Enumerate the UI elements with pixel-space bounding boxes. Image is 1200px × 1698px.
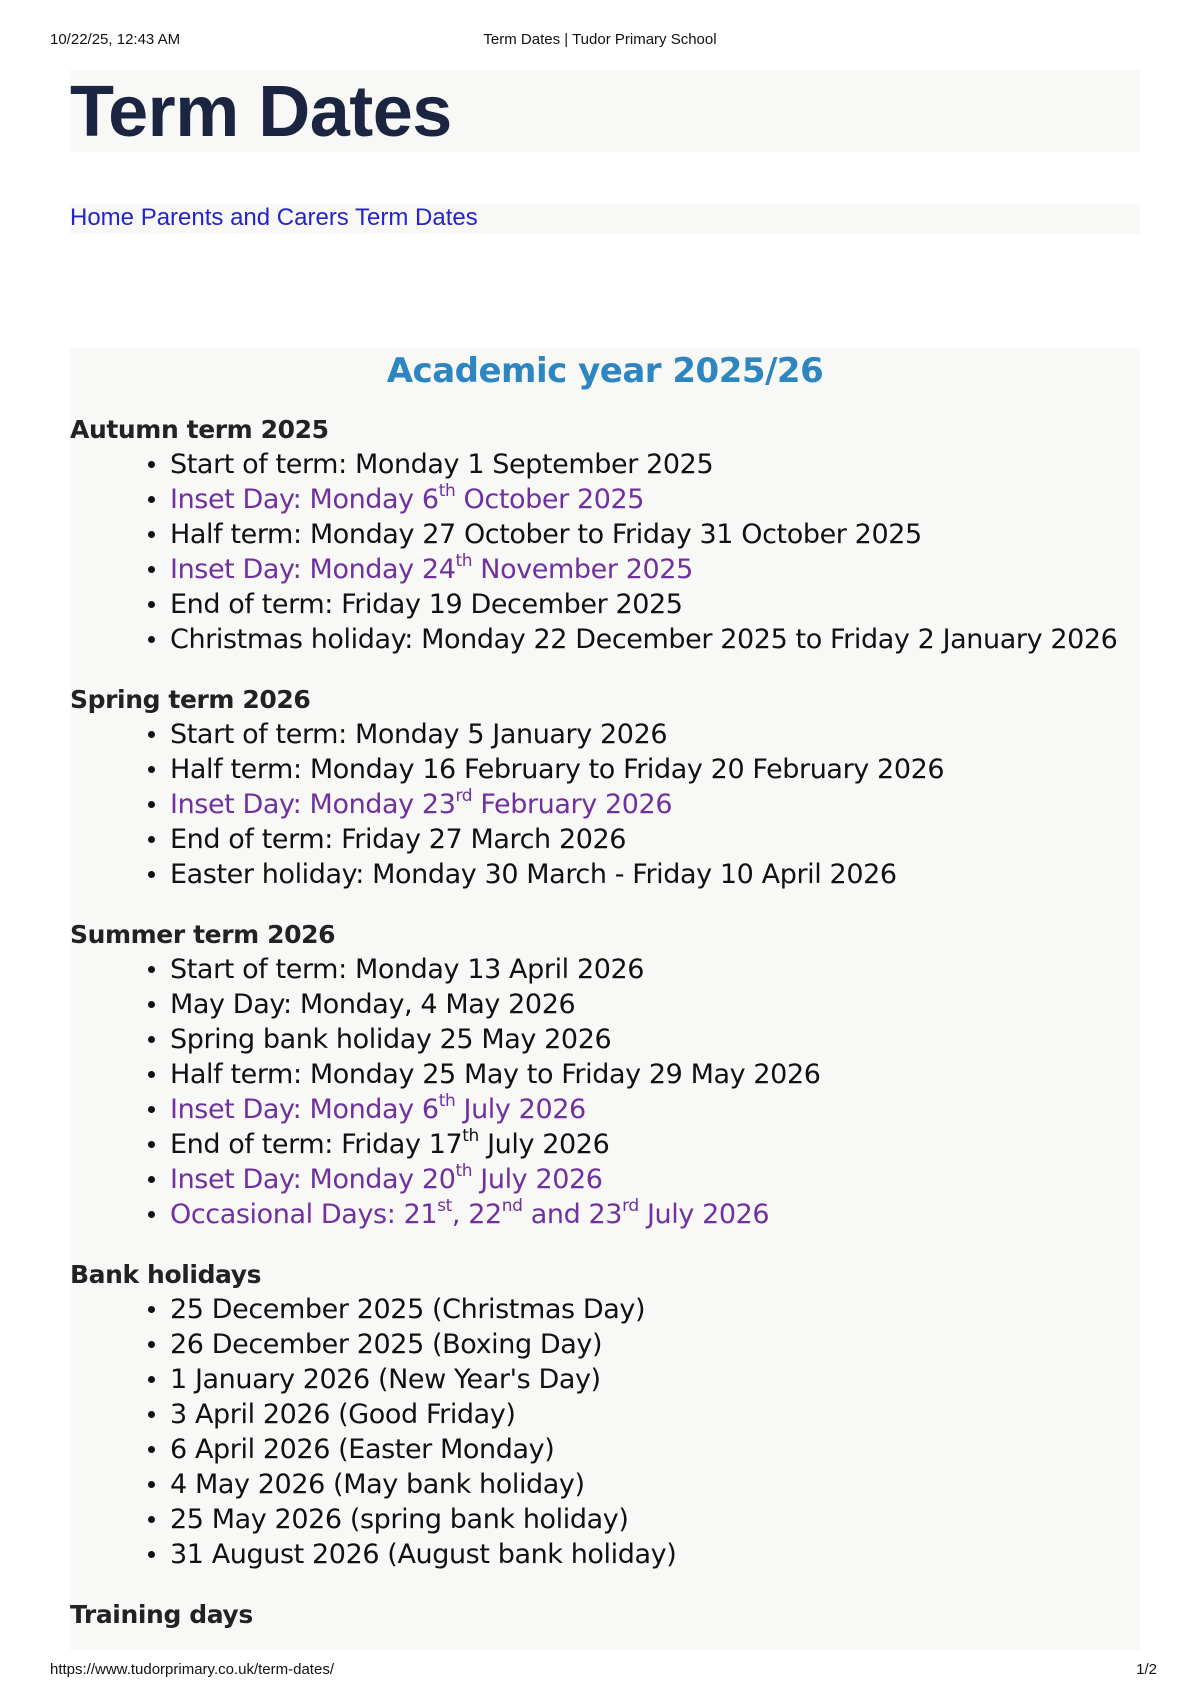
print-page-number: 1/2: [1136, 1661, 1157, 1678]
date-item: Start of term: Monday 13 April 2026: [170, 952, 1140, 987]
date-item: Start of term: Monday 1 September 2025: [170, 447, 1140, 482]
ordinal-suffix: st: [437, 1196, 452, 1216]
inset-day-item: [170, 1162, 1140, 1197]
page-title: Term Dates: [70, 72, 452, 152]
date-text: , 22: [451, 1199, 502, 1230]
date-list: [70, 1292, 1140, 1572]
term-dates-content: [70, 348, 1140, 1657]
date-text: October 2025: [455, 484, 645, 515]
print-datetime: 10/22/25, 12:43 AM: [50, 31, 181, 48]
date-item: 6 April 2026 (Easter Monday): [170, 1432, 1140, 1467]
date-text: End of term: Friday 17: [170, 1129, 463, 1160]
print-url: https://www.tudorprimary.co.uk/term-dates/: [50, 1661, 334, 1678]
term-sections: [70, 412, 1140, 1632]
inset-day-item: [170, 787, 1140, 822]
ordinal-suffix: th: [462, 1126, 479, 1146]
section-heading: Autumn term 2025: [70, 415, 329, 444]
inset-day-item: [170, 482, 1140, 517]
date-text: July 2026: [455, 1094, 586, 1125]
print-page-title: Term Dates | Tudor Primary School: [483, 31, 717, 48]
term-section: [70, 412, 1140, 657]
term-section: [70, 682, 1140, 892]
section-heading: Bank holidays: [70, 1260, 262, 1289]
breadcrumb-parents-link[interactable]: Parents and Carers: [140, 204, 349, 231]
date-list: [70, 952, 1140, 1232]
date-text: Occasional Days: 21: [170, 1199, 438, 1230]
date-item: Easter holiday: Monday 30 March - Friday 10 April 2026: [170, 857, 1140, 892]
date-item: 31 August 2026 (August bank holiday): [170, 1537, 1140, 1572]
date-text: February 2026: [472, 789, 673, 820]
date-item: Christmas holiday: Monday 22 December 2025 to Friday 2 January 2026: [170, 622, 1140, 657]
date-item: Half term: Monday 27 October to Friday 31 October 2025: [170, 517, 1140, 552]
date-item: Start of term: Monday 5 January 2026: [170, 717, 1140, 752]
ordinal-suffix: nd: [501, 1196, 523, 1216]
section-heading: Summer term 2026: [70, 920, 336, 949]
ordinal-suffix: th: [438, 481, 456, 501]
date-item: 25 December 2025 (Christmas Day): [170, 1292, 1140, 1327]
term-section: [70, 917, 1140, 1232]
date-item: 25 May 2026 (spring bank holiday): [170, 1502, 1140, 1537]
date-list: [70, 717, 1140, 892]
date-item: End of term: Friday 19 December 2025: [170, 587, 1140, 622]
inset-day-item: [170, 1197, 1140, 1232]
date-item: 1 January 2026 (New Year's Day): [170, 1362, 1140, 1397]
date-item: End of term: Friday 27 March 2026: [170, 822, 1140, 857]
ordinal-suffix: rd: [622, 1196, 639, 1216]
ordinal-suffix: th: [438, 1091, 456, 1111]
date-text: July 2026: [638, 1199, 770, 1230]
ordinal-suffix: th: [455, 551, 473, 571]
section-heading: Spring term 2026: [70, 685, 311, 714]
date-text: Inset Day: Monday 23: [170, 789, 456, 820]
date-text: July 2026: [472, 1164, 603, 1195]
date-item: May Day: Monday, 4 May 2026: [170, 987, 1140, 1022]
term-section: [70, 1257, 1140, 1572]
breadcrumb-home-link[interactable]: Home: [70, 204, 135, 231]
inset-day-item: [170, 552, 1140, 587]
breadcrumb: [70, 203, 478, 233]
date-item: Half term: Monday 16 February to Friday 20 February 2026: [170, 752, 1140, 787]
inset-day-item: [170, 1092, 1140, 1127]
date-text: November 2025: [472, 554, 693, 585]
ordinal-suffix: th: [455, 1161, 473, 1181]
section-heading: Training days: [70, 1600, 253, 1629]
date-text: Inset Day: Monday 20: [170, 1164, 456, 1195]
date-item: Spring bank holiday 25 May 2026: [170, 1022, 1140, 1057]
ordinal-suffix: rd: [455, 786, 473, 806]
date-item: 26 December 2025 (Boxing Day): [170, 1327, 1140, 1362]
academic-year-heading: Academic year 2025/26: [386, 351, 824, 391]
date-text: Inset Day: Monday 24: [170, 554, 456, 585]
date-item: Half term: Monday 25 May to Friday 29 May 2026: [170, 1057, 1140, 1092]
date-item: [170, 1127, 1140, 1162]
date-text: July 2026: [478, 1129, 610, 1160]
breadcrumb-term-dates-link[interactable]: Term Dates: [355, 204, 478, 231]
date-item: 4 May 2026 (May bank holiday): [170, 1467, 1140, 1502]
date-text: Inset Day: Monday 6: [170, 484, 439, 515]
term-section: [70, 1597, 1140, 1632]
date-text: Inset Day: Monday 6: [170, 1094, 439, 1125]
date-text: and 23: [522, 1199, 623, 1230]
date-list: [70, 447, 1140, 657]
date-item: 3 April 2026 (Good Friday): [170, 1397, 1140, 1432]
